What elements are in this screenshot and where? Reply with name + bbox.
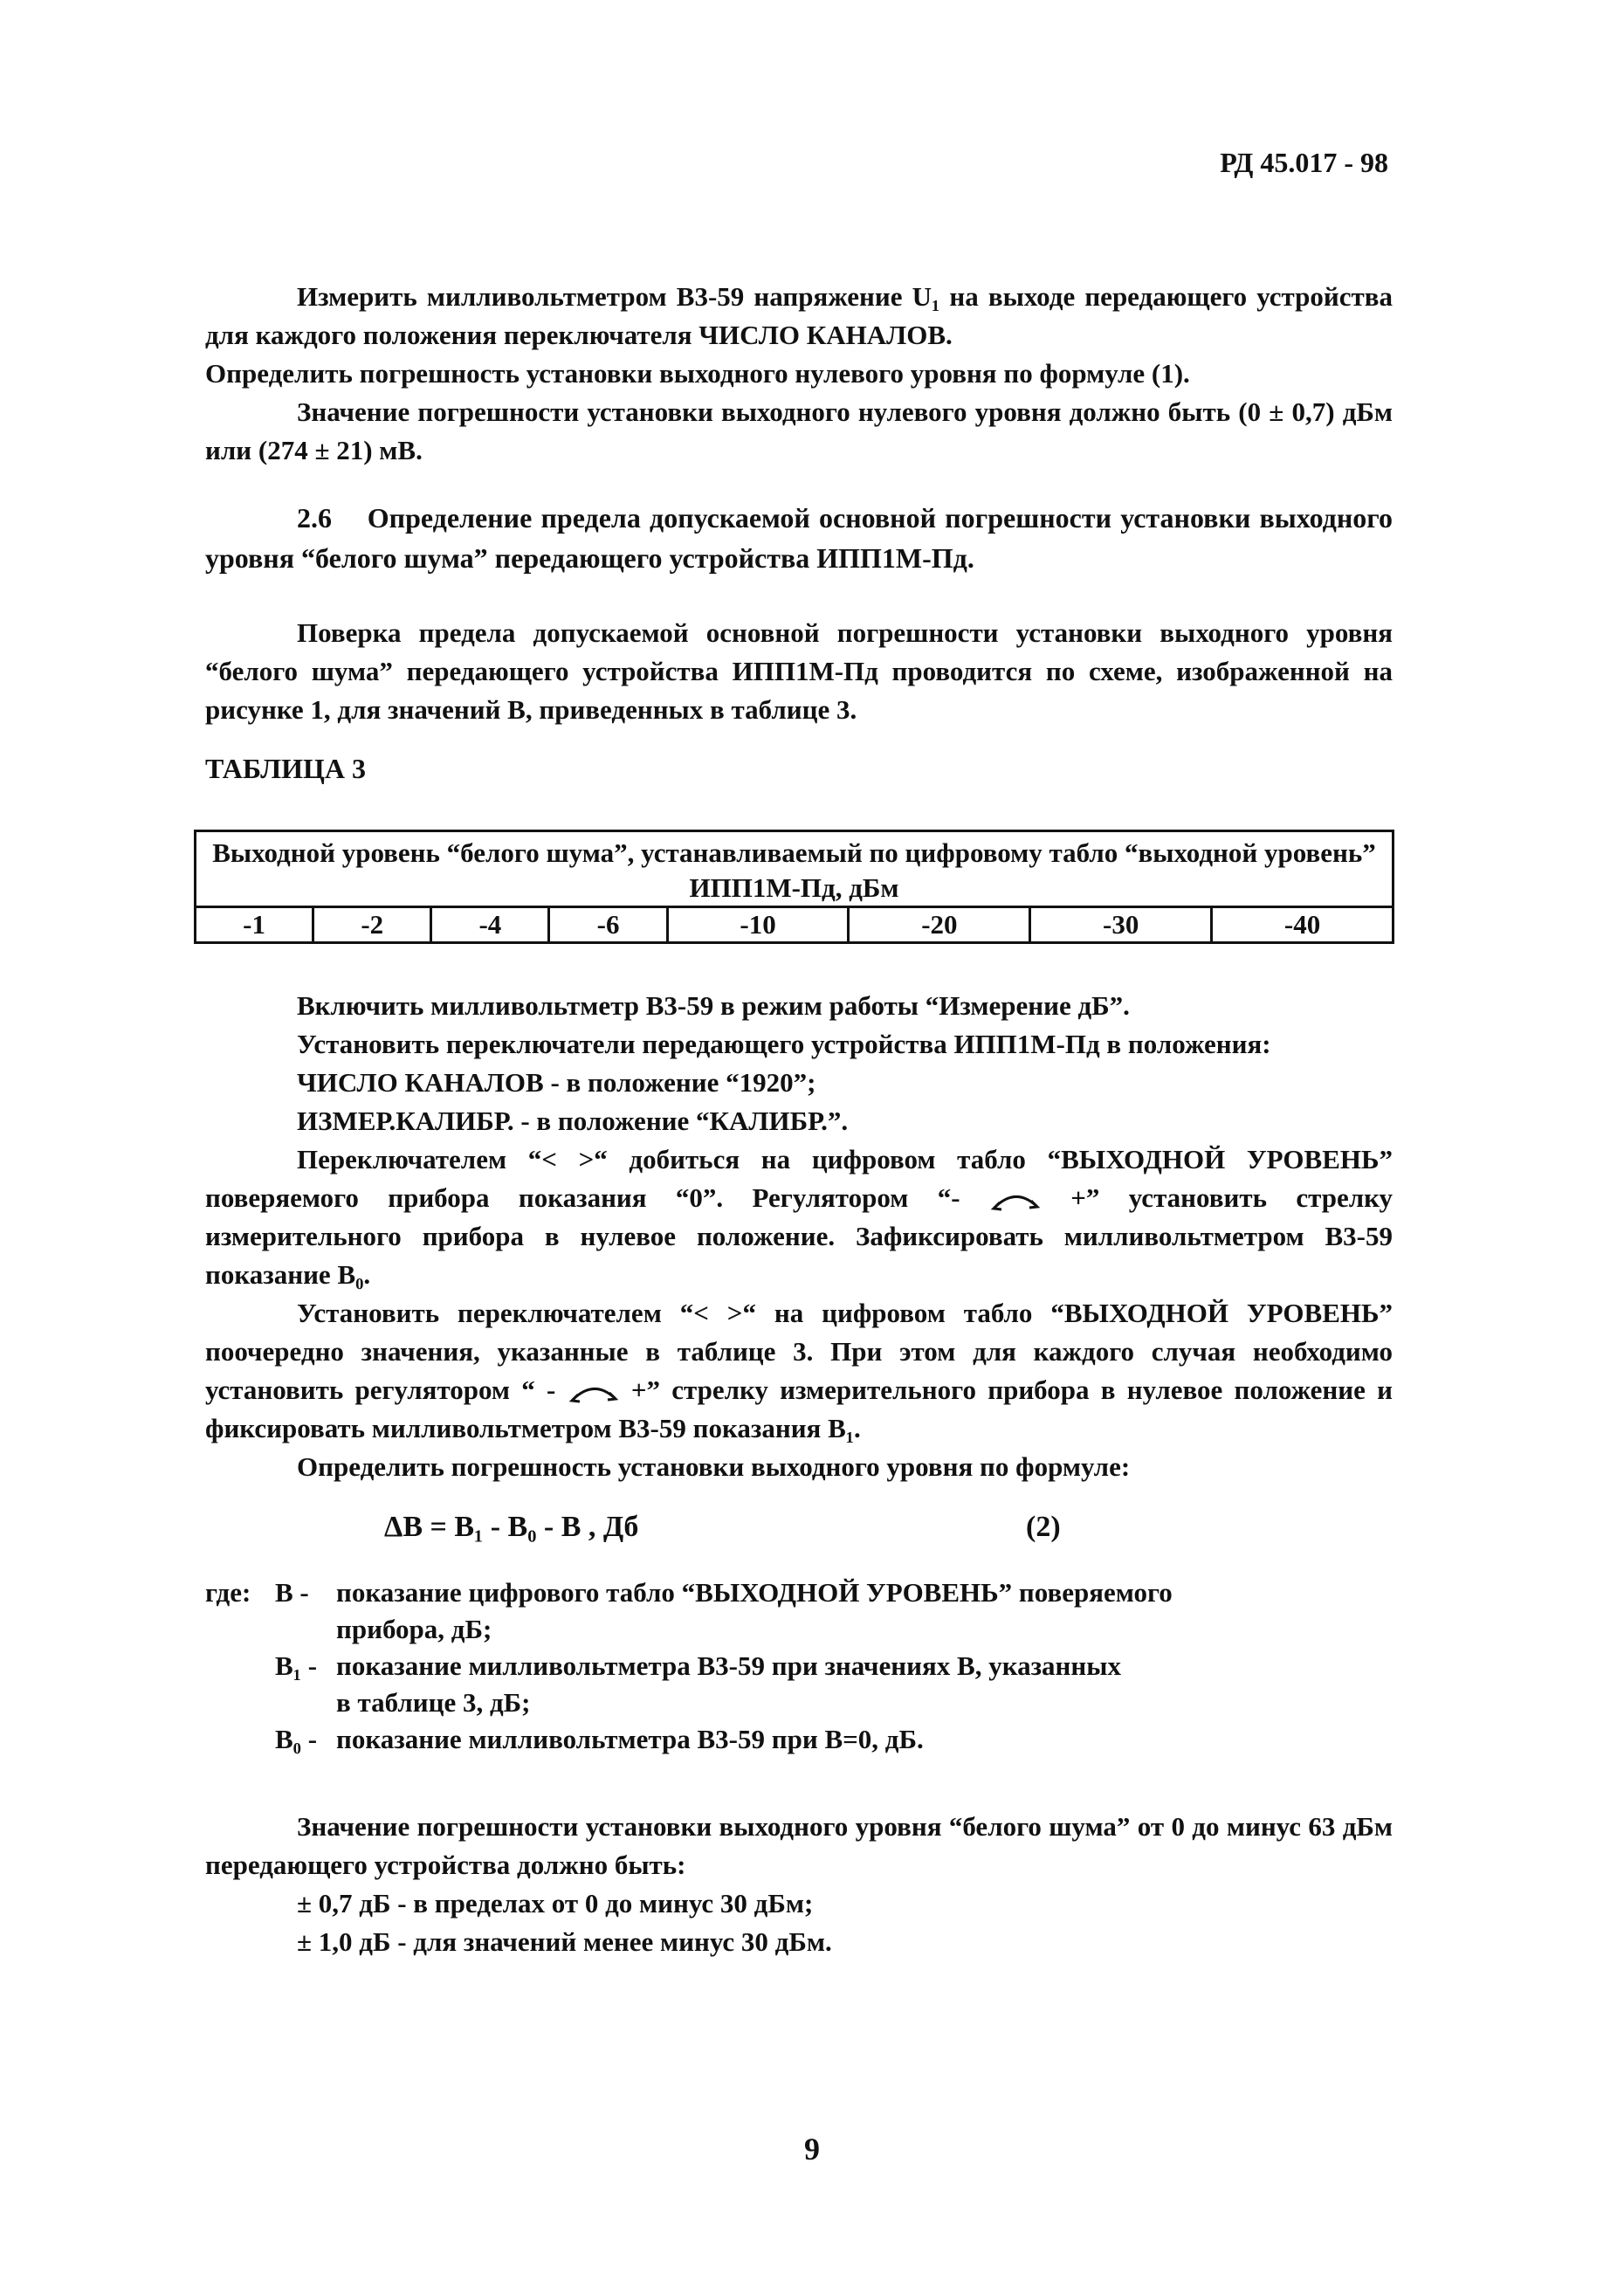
where-item xyxy=(205,1574,1340,1611)
tolerance-line: ± 1,0 дБ - для значений менее минус 30 дБм. xyxy=(297,1926,832,1957)
table-header: Выходной уровень “белого шума”, устанавливаемый по цифровому табло “выходной уровень” ИПП1М-Пд, дБм xyxy=(196,831,1393,907)
formula-number: (2) xyxy=(1026,1511,1061,1543)
paragraph-measure xyxy=(205,278,1393,470)
table-cell: -2 xyxy=(313,907,431,943)
where-item xyxy=(205,1721,1340,1758)
table-cell: -20 xyxy=(849,907,1030,943)
section-number: 2.6 xyxy=(297,502,332,534)
instruction-line: Включить милливольтметр В3-59 в режим работы “Измерение дБ”. xyxy=(297,990,1130,1021)
paragraph-line: Определить погрешность установки выходного нулевого уровня по формуле (1). xyxy=(205,358,1190,389)
paragraph-line: Измерить милливольтметром В3-59 напряжение U₁ на выходе передающего устройства для каждого положения переключателя ЧИСЛО КАНАЛОВ. xyxy=(205,281,1393,350)
table-cell: -10 xyxy=(667,907,849,943)
table-cell: -30 xyxy=(1030,907,1212,943)
where-text: показание милливольтметра В3-59 при В=0, дБ. xyxy=(336,1724,924,1754)
where-text: показание милливольтметра В3-59 при значениях В, указанных xyxy=(336,1650,1121,1681)
table-3 xyxy=(194,830,1394,944)
table-cell: -40 xyxy=(1212,907,1393,943)
section-title: Определение предела допускаемой основной погрешности установки выходного уровня “белого шума” передающего устройства ИПП1М-Пд. xyxy=(205,502,1393,574)
formula-expression: ΔВ = В₁ - В₀ - В , Дб xyxy=(384,1511,639,1543)
table-cell: -6 xyxy=(549,907,667,943)
table-title: ТАБЛИЦА 3 xyxy=(205,753,366,784)
table-cell: -4 xyxy=(431,907,549,943)
final-text: Значение погрешности установки выходного уровня “белого шума” от 0 до минус 63 дБм передающего устройства должно быть: xyxy=(205,1811,1393,1880)
knob-arrow-icon xyxy=(568,1382,620,1403)
instructions-block xyxy=(205,987,1393,1486)
formula-2 xyxy=(384,1511,1061,1544)
where-symbol: В₁ - xyxy=(275,1650,318,1681)
knob-arrow-icon xyxy=(989,1190,1042,1211)
instruction-paragraph: Установить переключателем “< >“ на цифровом табло “ВЫХОДНОЙ УРОВЕНЬ” поочередно значения, указанные в таблице 3. При этом для каждого случая необходимо установить регулятором “ - +” стрелку измерительного прибора в нулевое положение и фиксировать милливольтметром В3-59 показания В₁. xyxy=(205,1298,1393,1443)
instruction-line: Определить погрешность установки выходного уровня по формуле: xyxy=(297,1451,1131,1482)
document-number: РД 45.017 - 98 xyxy=(1220,147,1388,178)
tolerance-line: ± 0,7 дБ - в пределах от 0 до минус 30 дБм; xyxy=(297,1888,814,1919)
where-block xyxy=(205,1574,1340,1758)
where-continuation: в таблице 3, дБ; xyxy=(336,1687,531,1718)
where-text: показание цифрового табло “ВЫХОДНОЙ УРОВЕНЬ” поверяемого xyxy=(336,1577,1173,1608)
instruction-line: Установить переключатели передающего устройства ИПП1М-Пд в положения: xyxy=(297,1029,1271,1059)
where-symbol: В - xyxy=(275,1577,309,1608)
table-cell: -1 xyxy=(196,907,313,943)
section-heading xyxy=(205,498,1393,578)
paragraph-line: Значение погрешности установки выходного нулевого уровня должно быть (0 ± 0,7) дБм или (274 ± 21) мВ. xyxy=(205,396,1393,465)
where-symbol: В₀ - xyxy=(275,1724,318,1754)
where-item xyxy=(205,1648,1340,1684)
page-number: 9 xyxy=(804,2132,820,2167)
instruction-line: ИЗМЕР.КАЛИБР. - в положение “КАЛИБР.”. xyxy=(297,1106,849,1136)
final-paragraph xyxy=(205,1808,1393,1961)
where-label: где: xyxy=(205,1577,251,1608)
instruction-line: ЧИСЛО КАНАЛОВ - в положение “1920”; xyxy=(297,1067,816,1098)
where-continuation: прибора, дБ; xyxy=(336,1614,492,1644)
paragraph-verification: Поверка предела допускаемой основной погрешности установки выходного уровня “белого шума” передающего устройства ИПП1М-Пд проводится по схеме, изображенной на рисунке 1, для значений В, приведенных в таблице 3. xyxy=(205,617,1393,725)
instruction-paragraph: Переключателем “< >“ добиться на цифровом табло “ВЫХОДНОЙ УРОВЕНЬ” поверяемого прибора показания “0”. Регулятором “- +” установить стрелку измерительного прибора в нулевое положение. Зафиксировать милливольтметром В3-59 показание В₀. xyxy=(205,1144,1393,1290)
